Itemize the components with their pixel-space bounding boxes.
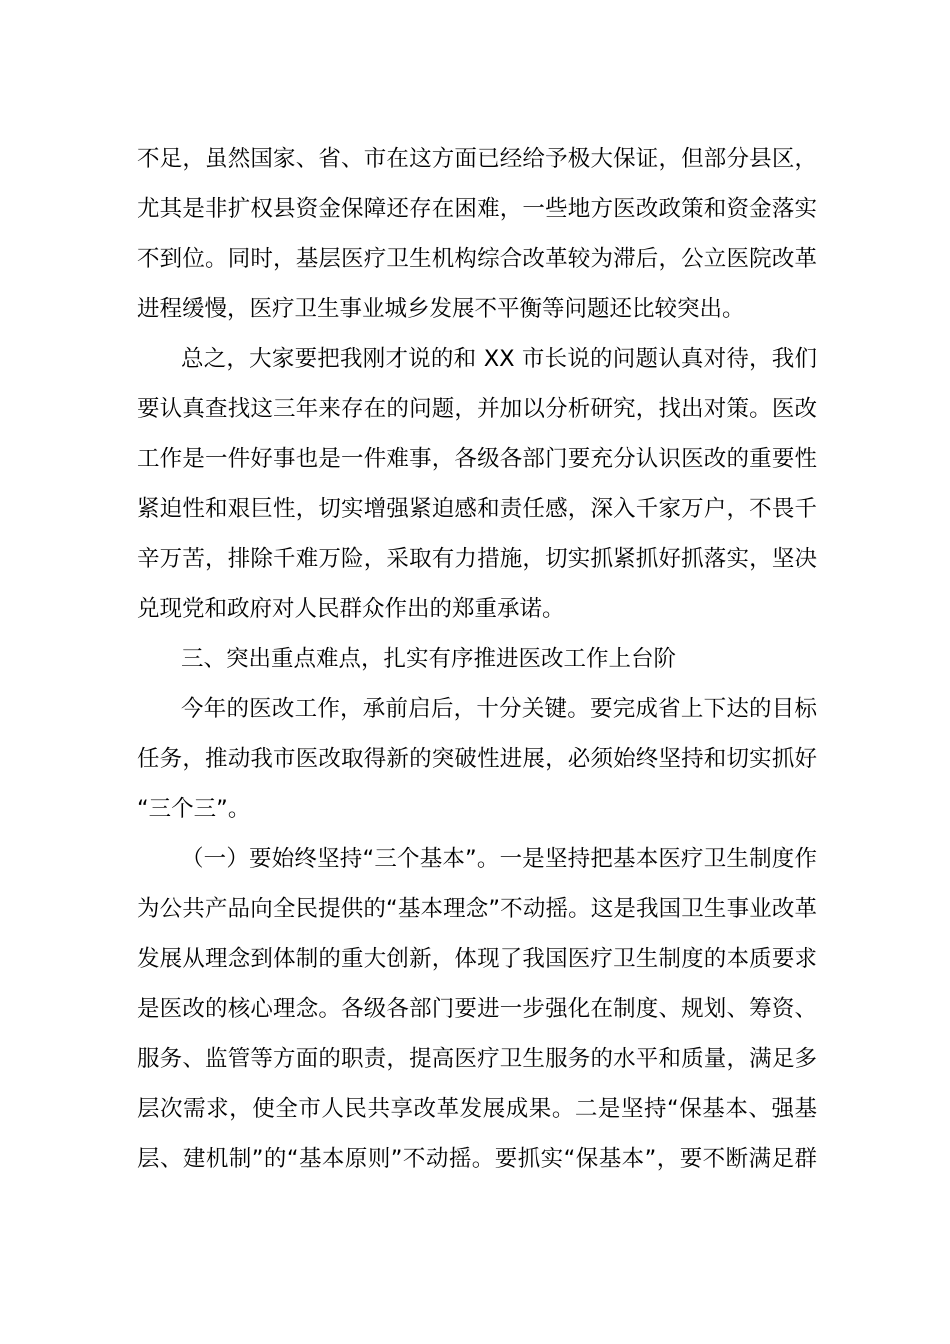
text-line: 紧迫性和艰巨性，切实增强紧迫感和责任感，深入千家万户，不畏千 bbox=[137, 496, 817, 522]
text-line: 辛万苦，排除千难万险，采取有力措施，切实抓紧抓好抓落实，坚决 bbox=[137, 546, 817, 572]
text-line: 兑现党和政府对人民群众作出的郑重承诺。 bbox=[137, 596, 565, 622]
text-line: 进程缓慢，医疗卫生事业城乡发展不平衡等问题还比较突出。 bbox=[137, 296, 745, 322]
text-line: 服务、监管等方面的职责，提高医疗卫生服务的水平和质量，满足多 bbox=[137, 1046, 817, 1072]
text-line: 不足，虽然国家、省、市在这方面已经给予极大保证，但部分县区， bbox=[137, 146, 817, 172]
text-line: “三个三”。 bbox=[137, 796, 251, 822]
text-line: 工作是一件好事也是一件难事，各级各部门要充分认识医改的重要性 bbox=[137, 446, 817, 472]
text-line: 总之，大家要把我刚才说的和 XX 市长说的问题认真对待，我们 bbox=[181, 346, 817, 372]
text-line: 是医改的核心理念。各级各部门要进一步强化在制度、规划、筹资、 bbox=[137, 996, 817, 1022]
text-line: 不到位。同时，基层医疗卫生机构综合改革较为滞后，公立医院改革 bbox=[137, 246, 817, 272]
text-line: 今年的医改工作，承前启后，十分关键。要完成省上下达的目标 bbox=[181, 696, 817, 722]
text-line: 层次需求，使全市人民共享改革发展成果。二是坚持“保基本、强基 bbox=[137, 1096, 817, 1122]
text-line: 尤其是非扩权县资金保障还存在困难，一些地方医改政策和资金落实 bbox=[137, 196, 817, 222]
text-line: 要认真查找这三年来存在的问题，并加以分析研究，找出对策。医改 bbox=[137, 396, 817, 422]
text-line: （一）要始终坚持“三个基本”。一是坚持把基本医疗卫生制度作 bbox=[181, 846, 817, 872]
text-line: 发展从理念到体制的重大创新，体现了我国医疗卫生制度的本质要求 bbox=[137, 946, 817, 972]
text-line: 为公共产品向全民提供的“基本理念”不动摇。这是我国卫生事业改革 bbox=[137, 896, 817, 922]
text-line: 层、建机制”的“基本原则”不动摇。要抓实“保基本”，要不断满足群 bbox=[137, 1146, 817, 1172]
text-line: 任务，推动我市医改取得新的突破性进展，必须始终坚持和切实抓好 bbox=[137, 746, 817, 772]
section-heading: 三、突出重点难点，扎实有序推进医改工作上台阶 bbox=[181, 646, 677, 672]
